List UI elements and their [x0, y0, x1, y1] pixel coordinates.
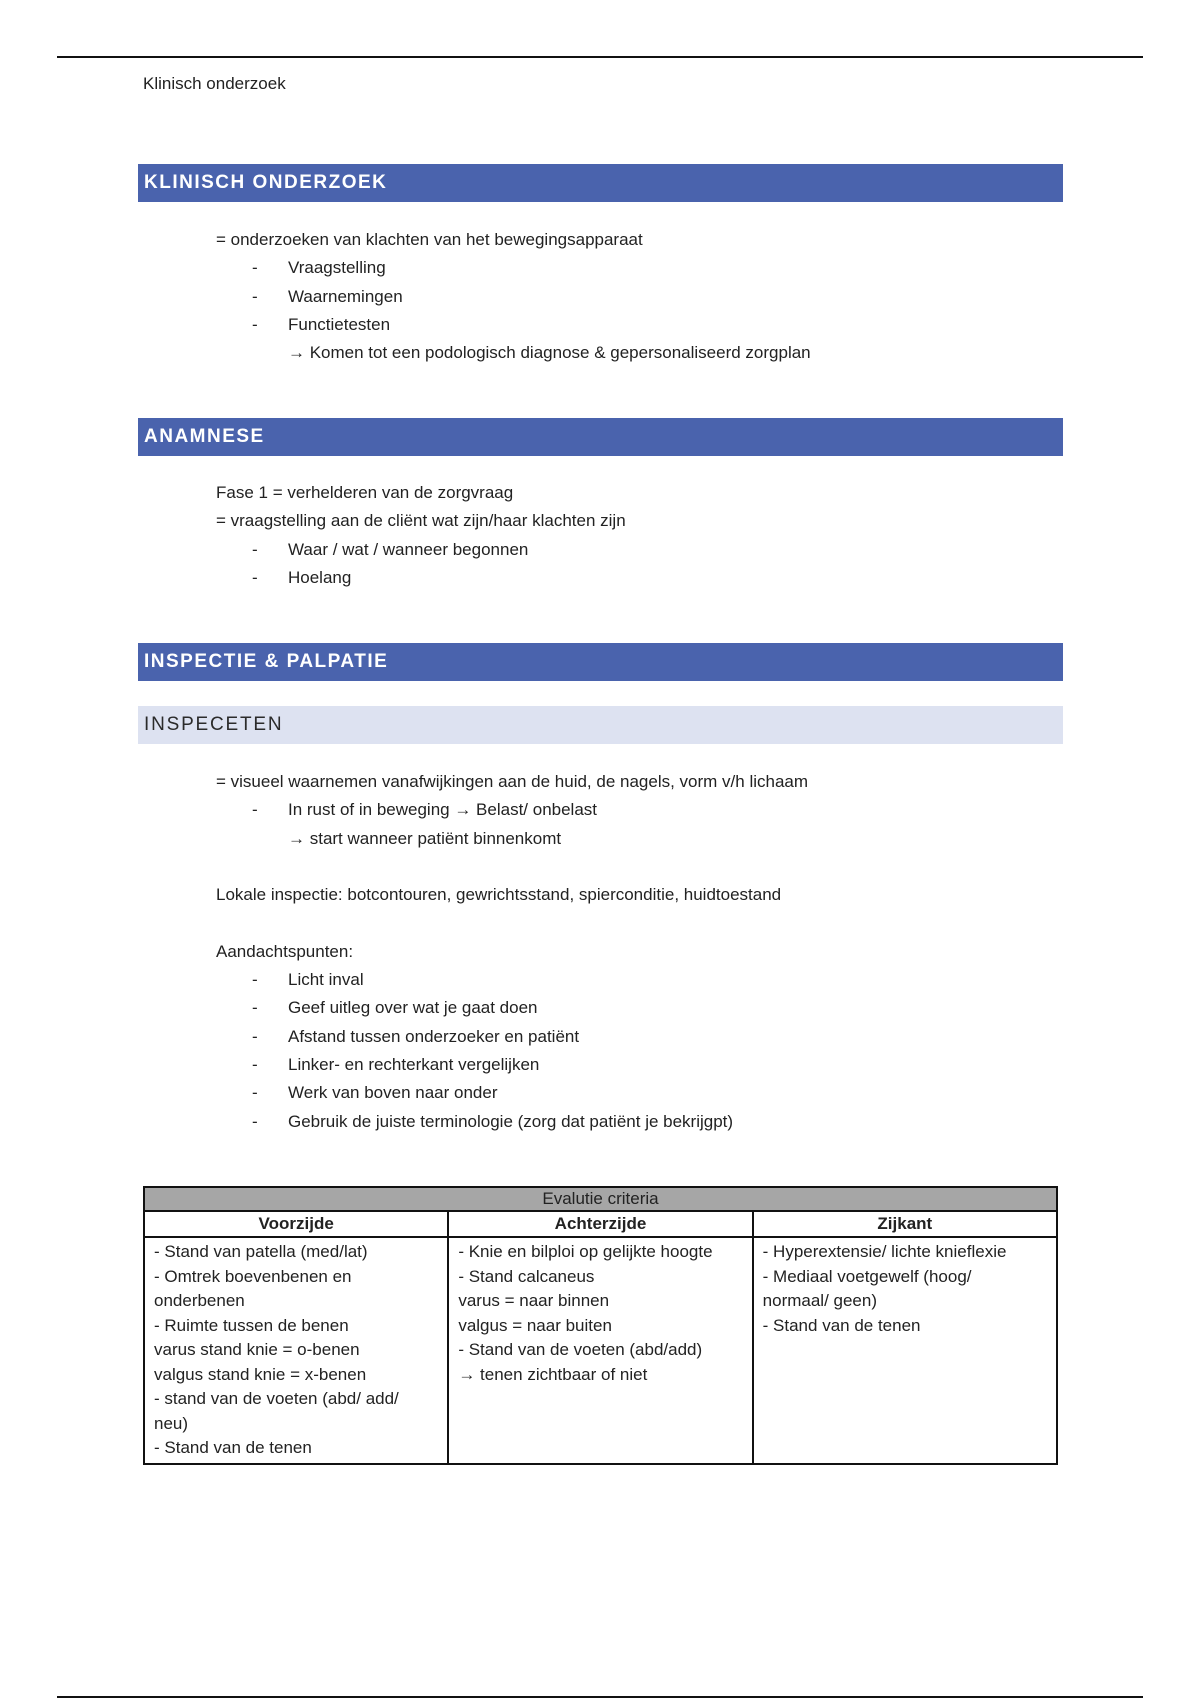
- anamnese-phase: Fase 1 = verhelderen van de zorgvraag: [216, 483, 514, 502]
- list-item: - Waar / wat / wanneer begonnen: [252, 539, 529, 559]
- table-line: - Stand van patella (med/lat): [154, 1242, 368, 1261]
- table-line: - Stand van de voeten (abd/add): [458, 1340, 703, 1359]
- klinisch-conclusion: → Komen tot een podologisch diagnose & gepersonaliseerd zorgplan: [288, 343, 811, 363]
- klinisch-intro: = onderzoeken van klachten van het bewegingsapparaat: [216, 230, 643, 249]
- table-line: onderbenen: [154, 1291, 245, 1310]
- header-rule: [57, 56, 1143, 58]
- list-item: - Geef uitleg over wat je gaat doen: [252, 998, 538, 1018]
- table-line: - stand van de voeten (abd/ add/: [154, 1389, 399, 1408]
- table-line: → tenen zichtbaar of niet: [458, 1364, 648, 1384]
- table-line: valgus = naar buiten: [458, 1315, 612, 1335]
- cell-achterzijde: [448, 1237, 752, 1464]
- table-line: varus = naar binnen: [458, 1291, 610, 1310]
- table-line: - Knie en bilploi op gelijkte hoogte: [458, 1242, 713, 1261]
- column-header-zijkant: Zijkant: [753, 1211, 1057, 1237]
- list-item: - Hoelang: [252, 567, 352, 587]
- heading-anamnese: ANAMNESE: [138, 418, 1063, 456]
- table-line: - Mediaal voetgewelf (hoog/: [762, 1266, 972, 1286]
- running-header: Klinisch onderzoek: [143, 74, 286, 93]
- table-title: Evalutie criteria: [144, 1187, 1057, 1211]
- list-item: - Vraagstelling: [252, 258, 386, 278]
- aandachtspunten-label: Aandachtspunten:: [216, 941, 354, 961]
- list-item: - Werk van boven naar onder: [252, 1083, 498, 1103]
- table-line: - Hyperextensie/ lichte knieflexie: [762, 1242, 1007, 1261]
- table-line: varus stand knie = o-benen: [154, 1340, 360, 1359]
- evaluatie-criteria-table: [143, 1186, 1058, 1465]
- cell-zijkant: [753, 1237, 1057, 1464]
- table-line: valgus stand knie = x-benen: [154, 1364, 367, 1384]
- list-item: - Gebruik de juiste terminologie (zorg dat patiënt je bekrijgpt): [252, 1111, 734, 1131]
- cell-voorzijde: [144, 1237, 448, 1464]
- table-line: - Stand van de tenen: [762, 1315, 921, 1335]
- heading-inspectie-palpatie: INSPECTIE & PALPATIE: [138, 643, 1063, 681]
- list-item: - Afstand tussen onderzoeker en patiënt: [252, 1026, 580, 1046]
- list-item: - Functietesten: [252, 314, 391, 334]
- table-line: - Ruimte tussen de benen: [154, 1315, 349, 1335]
- table-line: normaal/ geen): [762, 1291, 877, 1310]
- column-header-voorzijde: Voorzijde: [144, 1211, 448, 1237]
- anamnese-body: [216, 479, 626, 592]
- heading-klinisch-onderzoek: KLINISCH ONDERZOEK: [138, 164, 1063, 202]
- table-line: - Stand van de tenen: [154, 1438, 312, 1457]
- subheading-inspeceten: INSPECETEN: [138, 706, 1063, 744]
- klinisch-body: [216, 226, 811, 367]
- table-line: - Stand calcaneus: [458, 1266, 595, 1286]
- list-item: - Licht inval: [252, 970, 364, 990]
- footer-rule: [57, 1696, 1143, 1698]
- lokale-inspectie: Lokale inspectie: botcontouren, gewrichtsstand, spierconditie, huidtoestand: [216, 885, 782, 905]
- list-item: - Waarnemingen: [252, 286, 403, 306]
- inspectie-body: [216, 768, 808, 1136]
- list-item: - Linker- en rechterkant vergelijken: [252, 1054, 540, 1074]
- list-item: - In rust of in beweging → Belast/ onbelast: [252, 800, 598, 820]
- column-header-achterzijde: Achterzijde: [448, 1211, 752, 1237]
- anamnese-definition: = vraagstelling aan de cliënt wat zijn/haar klachten zijn: [216, 511, 626, 531]
- inspectie-arrow-note: → start wanneer patiënt binnenkomt: [288, 828, 562, 848]
- table-line: neu): [154, 1413, 189, 1433]
- table-line: - Omtrek boevenbenen en: [154, 1266, 352, 1286]
- inspectie-intro: = visueel waarnemen vanafwijkingen aan de huid, de nagels, vorm v/h lichaam: [216, 772, 809, 791]
